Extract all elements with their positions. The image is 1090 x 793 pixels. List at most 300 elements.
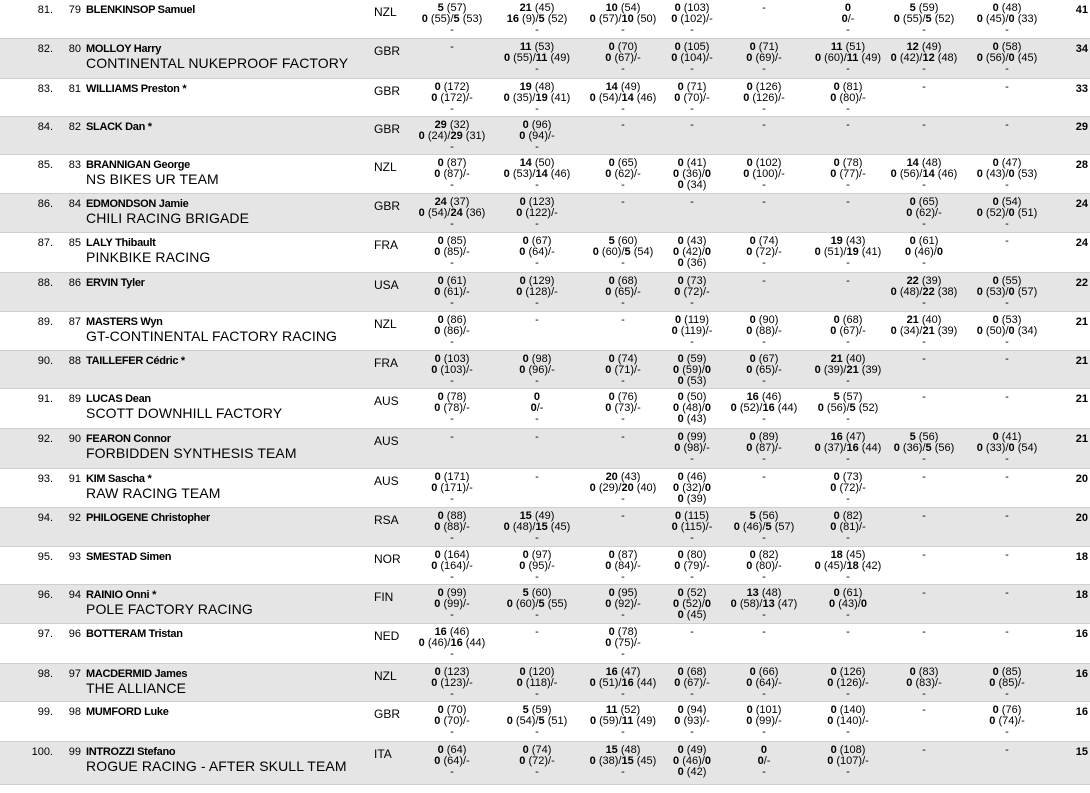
round-result-line: 0 (86) bbox=[437, 314, 467, 326]
rank-cell: 84. bbox=[37, 121, 53, 133]
round-result-line: - bbox=[762, 336, 766, 348]
round-result-line: 0 (76) bbox=[992, 704, 1022, 716]
round-result-line: 0 (65)/- bbox=[605, 286, 641, 298]
round-result-line: 0 (129) bbox=[519, 275, 555, 287]
round-result-line: - bbox=[846, 63, 850, 75]
round-result-line: - bbox=[846, 336, 850, 348]
round-result-line: 0 (68) bbox=[677, 666, 707, 678]
round-result-line: 0 (68) bbox=[608, 275, 638, 287]
rider-name: MACDERMID James bbox=[86, 668, 188, 680]
round-result-cell bbox=[590, 705, 656, 738]
round-result-line: - bbox=[450, 179, 454, 191]
round-result-line: - bbox=[690, 119, 694, 131]
round-result-line: 19 (43) bbox=[830, 235, 866, 247]
round-result-line: 0 (71)/- bbox=[605, 364, 641, 376]
round-result-line: 0 (54)/24 (36) bbox=[418, 207, 486, 219]
round-result-line: 0 (78)/- bbox=[434, 402, 470, 414]
round-result-line: 0 (71) bbox=[677, 81, 707, 93]
round-result-line: 14 (48) bbox=[906, 157, 942, 169]
round-result-line: 0 (67)/- bbox=[674, 677, 710, 689]
bib-number: 82 bbox=[68, 121, 81, 133]
round-result-line: - bbox=[690, 336, 694, 348]
round-result-line: 0 (48)/15 (45) bbox=[503, 521, 571, 533]
round-result-line: 0 (52)/16 (44) bbox=[730, 402, 798, 414]
round-result-line: - bbox=[846, 766, 850, 778]
round-result-cell bbox=[621, 120, 625, 131]
round-result-cell bbox=[922, 745, 926, 756]
round-result-cell bbox=[431, 667, 473, 700]
round-result-line: 0 (34) bbox=[677, 179, 707, 191]
bib-number: 84 bbox=[68, 198, 81, 210]
round-result-cell bbox=[1005, 627, 1009, 638]
round-result-line: 22 (39) bbox=[906, 275, 942, 287]
nationality-code: GBR bbox=[374, 44, 401, 58]
round-result-line: 21 (40) bbox=[830, 353, 866, 365]
round-result-cell bbox=[746, 432, 781, 465]
round-result-cell bbox=[977, 42, 1038, 75]
rank-cell: 85. bbox=[37, 159, 53, 171]
bib-number: 98 bbox=[68, 706, 81, 718]
round-result-cell bbox=[450, 42, 454, 53]
round-result-line: 0 (108) bbox=[830, 744, 866, 756]
round-result-cell bbox=[690, 197, 694, 208]
round-result-line: - bbox=[1005, 744, 1009, 756]
round-result-line: 5 (60) bbox=[522, 587, 552, 599]
nationality-code: AUS bbox=[374, 474, 399, 488]
team-name: CHILI RACING BRIGADE bbox=[86, 210, 250, 226]
round-result-line: 0 (42) bbox=[677, 766, 707, 778]
round-result-line: 0 (59)/0 bbox=[673, 364, 711, 376]
round-result-line: 0 (85)/- bbox=[434, 246, 470, 258]
round-result-cell bbox=[758, 745, 771, 778]
round-result-line: - bbox=[922, 688, 926, 700]
round-result-line: - bbox=[535, 179, 539, 191]
nationality-code: GBR bbox=[374, 199, 401, 213]
round-result-cell bbox=[674, 82, 709, 115]
table-row bbox=[0, 233, 1090, 273]
round-result-line: 24 (37) bbox=[434, 196, 470, 208]
rider-name: KIM Sascha * bbox=[86, 473, 152, 485]
round-result-line: 0 (95)/- bbox=[519, 560, 555, 572]
round-result-cell bbox=[519, 236, 554, 269]
round-result-line: 0 (65) bbox=[909, 196, 939, 208]
round-result-line: 5 (59) bbox=[522, 704, 552, 716]
rank-cell: 96. bbox=[37, 589, 53, 601]
round-result-line: - bbox=[621, 766, 625, 778]
round-result-line: - bbox=[621, 688, 625, 700]
round-result-cell bbox=[590, 472, 657, 505]
round-result-line: - bbox=[621, 196, 625, 208]
round-result-line: 0 (85) bbox=[992, 666, 1022, 678]
round-result-line: 0 (140)/- bbox=[827, 715, 869, 727]
round-result-line: 0 (55)/5 (52) bbox=[893, 13, 955, 25]
table-row bbox=[0, 194, 1090, 233]
round-result-line: 18 (45) bbox=[830, 549, 866, 561]
round-result-cell bbox=[762, 3, 766, 14]
round-result-line: 0 (62)/- bbox=[605, 168, 641, 180]
round-result-line: 0 (94)/- bbox=[519, 130, 555, 142]
round-result-line: - bbox=[846, 24, 850, 36]
round-result-line: 11 (51) bbox=[830, 41, 866, 53]
round-result-line: - bbox=[1005, 353, 1009, 365]
round-result-line: 0 (72)/- bbox=[674, 286, 710, 298]
bib-number: 83 bbox=[68, 159, 81, 171]
round-result-line: - bbox=[690, 571, 694, 583]
total-points: 16 bbox=[1075, 628, 1088, 640]
round-result-line: - bbox=[1005, 218, 1009, 230]
team-name: NS BIKES UR TEAM bbox=[86, 171, 219, 187]
round-result-line: - bbox=[762, 196, 766, 208]
total-points: 21 bbox=[1075, 433, 1088, 445]
round-result-cell bbox=[830, 315, 865, 348]
round-result-line: - bbox=[450, 257, 454, 269]
round-result-line: 0 (87)/- bbox=[434, 168, 470, 180]
round-result-cell bbox=[762, 472, 766, 483]
round-result-line: 0 (45)/0 (33) bbox=[976, 13, 1038, 25]
round-result-cell bbox=[743, 158, 785, 191]
round-result-line: - bbox=[846, 571, 850, 583]
round-result-line: 14 (49) bbox=[605, 81, 641, 93]
round-result-cell bbox=[829, 588, 867, 621]
table-row bbox=[0, 155, 1090, 194]
round-result-line: - bbox=[450, 609, 454, 621]
round-result-cell bbox=[1005, 392, 1009, 403]
round-result-cell bbox=[504, 511, 571, 544]
round-result-line: 0 (123) bbox=[519, 196, 555, 208]
rank-cell: 87. bbox=[37, 237, 53, 249]
round-result-line: - bbox=[450, 375, 454, 387]
bib-number: 93 bbox=[68, 551, 81, 563]
round-result-line: - bbox=[1005, 391, 1009, 403]
round-result-line: - bbox=[535, 766, 539, 778]
round-result-line: - bbox=[922, 353, 926, 365]
round-result-line: - bbox=[1005, 549, 1009, 561]
round-result-cell bbox=[621, 315, 625, 326]
round-result-cell bbox=[746, 550, 781, 583]
round-result-cell bbox=[846, 197, 850, 208]
round-result-line: - bbox=[450, 336, 454, 348]
round-result-line: - bbox=[621, 375, 625, 387]
round-result-line: - bbox=[762, 63, 766, 75]
nationality-code: RSA bbox=[374, 513, 399, 527]
round-result-line: 0 (36)/5 (56) bbox=[893, 442, 955, 454]
round-result-line: 0 bbox=[760, 744, 768, 756]
round-result-line: 0 (60)/5 (55) bbox=[506, 598, 568, 610]
round-result-cell bbox=[531, 392, 544, 425]
total-points: 15 bbox=[1075, 746, 1088, 758]
round-result-line: - bbox=[450, 431, 454, 443]
rider-name: MOLLOY Harry bbox=[86, 43, 162, 55]
total-points: 22 bbox=[1075, 277, 1088, 289]
round-result-cell bbox=[815, 354, 882, 387]
round-result-line: - bbox=[762, 179, 766, 191]
nationality-code: NZL bbox=[374, 669, 397, 683]
round-result-cell bbox=[905, 236, 943, 269]
round-result-line: - bbox=[450, 103, 454, 115]
rank-cell: 82. bbox=[37, 43, 53, 55]
round-result-line: - bbox=[621, 648, 625, 660]
round-result-cell bbox=[605, 354, 640, 387]
round-result-line: - bbox=[922, 549, 926, 561]
round-result-line: - bbox=[922, 626, 926, 638]
round-result-line: 0 (87) bbox=[608, 549, 638, 561]
round-result-line: 0 (79)/- bbox=[674, 560, 710, 572]
round-result-line: 0 (64)/- bbox=[434, 755, 470, 767]
round-result-line: - bbox=[922, 704, 926, 716]
total-points: 18 bbox=[1075, 551, 1088, 563]
rank-cell: 90. bbox=[37, 355, 53, 367]
round-result-line: 0 (64)/- bbox=[519, 246, 555, 258]
round-result-line: 0 (53) bbox=[677, 375, 707, 387]
round-result-cell bbox=[605, 627, 640, 660]
round-result-cell bbox=[431, 82, 473, 115]
round-result-line: 0 (70)/- bbox=[434, 715, 470, 727]
round-result-cell bbox=[977, 432, 1038, 465]
round-result-line: - bbox=[762, 471, 766, 483]
round-result-line: - bbox=[450, 688, 454, 700]
round-result-line: 0 (99)/- bbox=[434, 598, 470, 610]
round-result-line: 0 (61) bbox=[833, 587, 863, 599]
round-result-line: 0 (92)/- bbox=[605, 598, 641, 610]
rider-name: BRANNIGAN George bbox=[86, 159, 190, 171]
round-result-cell bbox=[891, 315, 958, 348]
round-result-line: 0 (86)/- bbox=[434, 325, 470, 337]
round-result-cell bbox=[1005, 120, 1009, 131]
round-result-line: - bbox=[922, 336, 926, 348]
round-result-line: 0 (60)/5 (54) bbox=[592, 246, 654, 258]
rider-name: TAILLEFER Cédric * bbox=[86, 355, 185, 367]
round-result-cell bbox=[517, 667, 558, 700]
round-result-line: 0 (36)/0 bbox=[673, 168, 711, 180]
round-result-line: 0 (34)/21 (39) bbox=[890, 325, 958, 337]
round-result-line: 0 (46)/0 bbox=[673, 755, 711, 767]
round-result-cell bbox=[605, 550, 640, 583]
bib-number: 88 bbox=[68, 355, 81, 367]
round-result-line: 0 (99)/- bbox=[746, 715, 782, 727]
round-result-line: 0 (83)/- bbox=[906, 677, 942, 689]
round-result-line: - bbox=[1005, 24, 1009, 36]
round-result-line: - bbox=[846, 688, 850, 700]
round-result-line: 0 (103) bbox=[674, 2, 710, 14]
round-result-cell bbox=[922, 588, 926, 599]
round-result-line: 0 (126)/- bbox=[827, 677, 869, 689]
nationality-code: NOR bbox=[374, 552, 401, 566]
nationality-code: NZL bbox=[374, 317, 397, 331]
team-name: SCOTT DOWNHILL FACTORY bbox=[86, 405, 283, 421]
round-result-line: 29 (32) bbox=[434, 119, 470, 131]
table-row bbox=[0, 702, 1090, 742]
round-result-cell bbox=[434, 588, 469, 621]
round-result-line: 0 bbox=[844, 2, 852, 14]
round-result-cell bbox=[762, 276, 766, 287]
rider-name: WILLIAMS Preston * bbox=[86, 83, 187, 95]
round-result-line: 0 (74)/- bbox=[989, 715, 1025, 727]
round-result-line: 0/- bbox=[757, 755, 771, 767]
round-result-cell bbox=[504, 42, 570, 75]
round-result-line: 0 (48)/0 bbox=[673, 402, 711, 414]
round-result-line: 0 (103) bbox=[434, 353, 470, 365]
round-result-line: 0 (102)/- bbox=[671, 13, 713, 25]
table-row bbox=[0, 624, 1090, 664]
rider-name: ERVIN Tyler bbox=[86, 277, 145, 289]
round-result-cell bbox=[746, 315, 781, 348]
bib-number: 80 bbox=[68, 43, 81, 55]
round-result-line: - bbox=[922, 24, 926, 36]
round-result-cell bbox=[419, 627, 486, 660]
round-result-cell bbox=[434, 315, 469, 348]
round-result-line: 0 (69)/- bbox=[746, 52, 782, 64]
round-result-line: - bbox=[922, 471, 926, 483]
round-result-line: - bbox=[1005, 726, 1009, 738]
bib-number: 94 bbox=[68, 589, 81, 601]
round-result-line: - bbox=[1005, 453, 1009, 465]
round-result-cell bbox=[434, 705, 469, 738]
round-result-line: - bbox=[535, 431, 539, 443]
bib-number: 86 bbox=[68, 277, 81, 289]
round-result-line: 0 (43) bbox=[677, 235, 707, 247]
round-result-line: - bbox=[535, 413, 539, 425]
round-result-line: - bbox=[762, 257, 766, 269]
round-result-line: 0 (48)/22 (38) bbox=[890, 286, 958, 298]
round-result-line: - bbox=[1005, 63, 1009, 75]
round-result-line: 0 (82) bbox=[749, 549, 779, 561]
round-result-line: 15 (48) bbox=[605, 744, 641, 756]
table-row bbox=[0, 273, 1090, 312]
round-result-line: 0 (81)/- bbox=[830, 521, 866, 533]
round-result-line: 0 (99) bbox=[677, 431, 707, 443]
round-result-line: - bbox=[846, 196, 850, 208]
round-result-line: 0 (72)/- bbox=[830, 482, 866, 494]
round-result-cell bbox=[731, 588, 798, 621]
round-result-line: 0 (53)/0 (57) bbox=[976, 286, 1038, 298]
rank-cell: 86. bbox=[37, 198, 53, 210]
round-result-line: 0 (61) bbox=[909, 235, 939, 247]
round-result-line: 0 (42)/12 (48) bbox=[890, 52, 958, 64]
round-result-cell bbox=[891, 276, 958, 309]
round-result-cell bbox=[519, 745, 554, 778]
round-result-line: 0 (51)/16 (44) bbox=[589, 677, 657, 689]
round-result-line: 0 (80)/- bbox=[746, 560, 782, 572]
round-result-line: - bbox=[535, 24, 539, 36]
round-result-line: 0 (78) bbox=[833, 157, 863, 169]
round-result-line: 0 (73)/- bbox=[605, 402, 641, 414]
round-result-line: 0 (55)/5 (53) bbox=[421, 13, 483, 25]
round-result-line: - bbox=[1005, 119, 1009, 131]
round-result-cell bbox=[605, 392, 640, 425]
round-result-cell bbox=[593, 236, 654, 269]
round-result-cell bbox=[431, 354, 473, 387]
rank-cell: 93. bbox=[37, 473, 53, 485]
table-row bbox=[0, 742, 1090, 785]
round-result-line: - bbox=[1005, 510, 1009, 522]
round-result-cell bbox=[1005, 550, 1009, 561]
round-result-line: - bbox=[846, 493, 850, 505]
rank-cell: 92. bbox=[37, 433, 53, 445]
round-result-cell bbox=[815, 550, 882, 583]
round-result-line: 0 (82) bbox=[833, 510, 863, 522]
team-name: RAW RACING TEAM bbox=[86, 485, 221, 501]
round-result-line: 0 (164) bbox=[434, 549, 470, 561]
round-result-line: - bbox=[450, 218, 454, 230]
round-result-line: 0 (97) bbox=[522, 549, 552, 561]
round-result-line: 0 (119) bbox=[674, 314, 710, 326]
round-result-cell bbox=[673, 745, 711, 778]
round-result-line: 0 (115)/- bbox=[671, 521, 713, 533]
rank-cell: 95. bbox=[37, 551, 53, 563]
round-result-cell bbox=[989, 667, 1024, 700]
round-result-line: - bbox=[1005, 336, 1009, 348]
round-result-cell bbox=[590, 3, 657, 36]
round-result-cell bbox=[842, 3, 855, 36]
round-result-line: 0 (58) bbox=[992, 41, 1022, 53]
round-result-line: - bbox=[621, 103, 625, 115]
table-row bbox=[0, 585, 1090, 624]
round-result-line: - bbox=[535, 726, 539, 738]
round-result-line: - bbox=[450, 648, 454, 660]
round-result-line: - bbox=[535, 141, 539, 153]
round-result-cell bbox=[922, 354, 926, 365]
round-result-cell bbox=[507, 705, 568, 738]
round-result-cell bbox=[922, 120, 926, 131]
round-result-line: 0 (24)/29 (31) bbox=[418, 130, 486, 142]
round-result-line: - bbox=[535, 471, 539, 483]
round-result-line: - bbox=[846, 375, 850, 387]
round-result-line: 0 (98) bbox=[522, 353, 552, 365]
rank-cell: 99. bbox=[37, 706, 53, 718]
round-result-cell bbox=[621, 432, 625, 443]
round-result-cell bbox=[762, 197, 766, 208]
round-result-line: 0 (75)/- bbox=[605, 637, 641, 649]
round-result-line: 0 (64)/- bbox=[746, 677, 782, 689]
round-result-cell bbox=[671, 42, 713, 75]
round-result-cell bbox=[519, 120, 554, 153]
round-result-line: 0 (90) bbox=[749, 314, 779, 326]
rider-name: LALY Thibault bbox=[86, 237, 156, 249]
round-result-cell bbox=[830, 158, 865, 191]
round-result-line: - bbox=[621, 571, 625, 583]
round-result-line: - bbox=[922, 179, 926, 191]
round-result-line: - bbox=[621, 726, 625, 738]
team-name: FORBIDDEN SYNTHESIS TEAM bbox=[86, 445, 297, 461]
nationality-code: FRA bbox=[374, 356, 398, 370]
rank-cell: 98. bbox=[37, 668, 53, 680]
round-result-cell bbox=[674, 705, 709, 738]
round-result-line: - bbox=[690, 453, 694, 465]
bib-number: 96 bbox=[68, 628, 81, 640]
round-result-line: - bbox=[1005, 235, 1009, 247]
round-result-cell bbox=[922, 472, 926, 483]
round-result-cell bbox=[672, 315, 713, 348]
round-result-line: 0 (78) bbox=[608, 626, 638, 638]
round-result-line: - bbox=[690, 626, 694, 638]
round-result-cell bbox=[818, 392, 879, 425]
round-result-line: - bbox=[690, 297, 694, 309]
round-result-line: 0 (67)/- bbox=[830, 325, 866, 337]
round-result-line: - bbox=[535, 375, 539, 387]
round-result-line: 0 (39) bbox=[677, 493, 707, 505]
round-result-line: 0 (55) bbox=[992, 275, 1022, 287]
round-result-line: 0 (119)/- bbox=[671, 325, 713, 337]
total-points: 21 bbox=[1075, 355, 1088, 367]
round-result-cell bbox=[504, 158, 571, 191]
round-result-cell bbox=[431, 472, 473, 505]
round-result-cell bbox=[674, 667, 709, 700]
round-result-line: 0 bbox=[533, 391, 541, 403]
round-result-line: 0 (54)/5 (51) bbox=[506, 715, 568, 727]
round-result-line: 0 (140) bbox=[830, 704, 866, 716]
round-result-line: - bbox=[922, 81, 926, 93]
round-result-line: - bbox=[535, 218, 539, 230]
